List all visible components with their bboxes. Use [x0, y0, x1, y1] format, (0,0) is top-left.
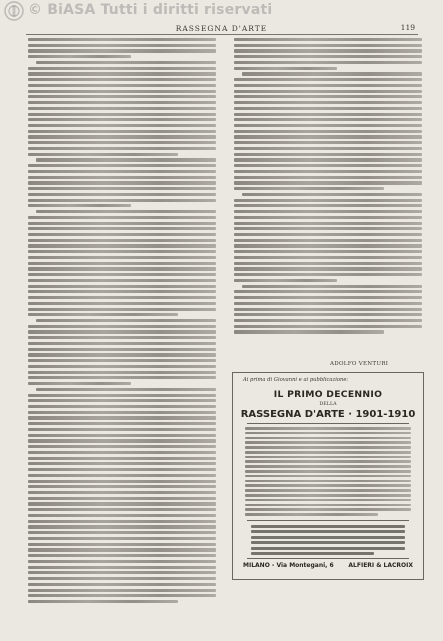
- watermark-text: © BiASA Tutti i diritti riservati: [28, 2, 273, 18]
- ad-rassegna: RASSEGNA D'ARTE · 1901-1910: [240, 409, 416, 420]
- ad-publisher: ALFIERI & LACROIX: [348, 562, 413, 569]
- advertisement-box: [232, 372, 424, 580]
- watermark-banner: [0, 0, 443, 24]
- ad-rule-mid: [247, 520, 409, 521]
- ad-offer-text: [251, 525, 405, 557]
- right-text-column: [234, 38, 422, 368]
- ad-city: MILANO - Via Montegani, 6: [243, 562, 334, 569]
- ad-description: [245, 427, 411, 518]
- ad-rule-top: [247, 423, 409, 424]
- ad-subscribers-note: Ai prima di Giovanni e ai pubblicazione:: [243, 377, 349, 383]
- ad-title: IL PRIMO DECENNIO: [273, 389, 383, 400]
- left-text-column: [28, 38, 216, 626]
- ad-della: DELLA: [319, 402, 337, 407]
- page-number: 119: [400, 23, 415, 32]
- running-title: RASSEGNA D'ARTE: [175, 24, 268, 33]
- article-signature: ADOLFO VENTURI: [330, 361, 389, 367]
- ad-rule-bottom: [247, 558, 409, 559]
- header-rule: [26, 34, 418, 35]
- biasa-seal-icon: [4, 1, 24, 21]
